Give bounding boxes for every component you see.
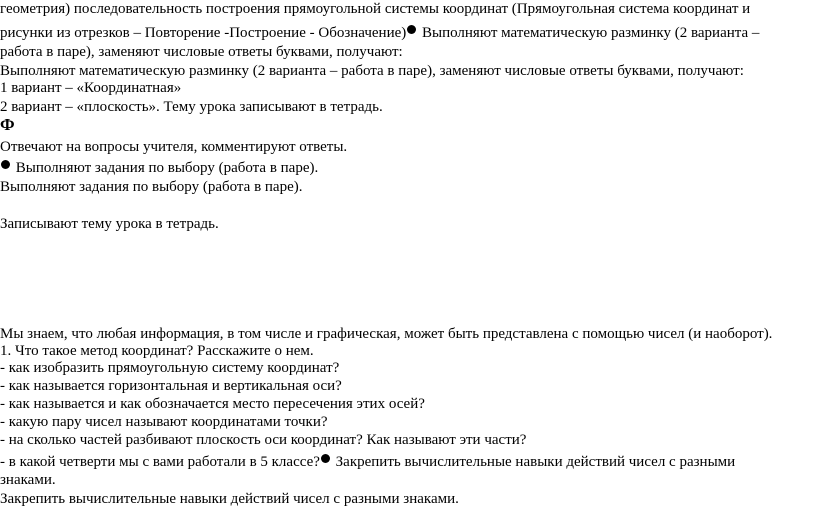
text-line-9-text: Выполняют задания по выбору (работа в паре).: [12, 160, 319, 176]
bullet-icon: [321, 454, 330, 463]
text-line-2-part2: Выполняют математическую разминку (2 варианта –: [418, 25, 760, 41]
text-line-19: [0, 453, 735, 471]
bullet-icon: [1, 160, 10, 169]
text-line-2: [0, 24, 759, 42]
text-line-13: 1. Что такое метод координат? Расскажите о нем.: [0, 343, 314, 359]
section-letter: Ф: [0, 115, 15, 134]
text-line-11: Записывают тему урока в тетрадь.: [0, 216, 219, 232]
text-line-9: [0, 159, 318, 177]
text-line-1: геометрия) последовательность построения прямоугольной системы координат (Прямоугольная система координат и: [0, 1, 751, 17]
text-line-6: 2 вариант – «плоскость». Тему урока записывают в тетрадь.: [0, 99, 383, 115]
text-line-5: 1 вариант – «Координатная»: [0, 80, 182, 96]
text-line-10: Выполняют задания по выбору (работа в паре).: [0, 179, 303, 195]
text-line-16: - как называется и как обозначается место пересечения этих осей?: [0, 396, 425, 412]
text-line-18: - на сколько частей разбивают плоскость оси координат? Как называют эти части?: [0, 432, 527, 448]
text-line-15: - как называется горизонтальная и вертикальная оси?: [0, 378, 342, 394]
text-line-14: - как изобразить прямоугольную систему координат?: [0, 360, 340, 376]
text-line-3: работа в паре), заменяют числовые ответы буквами, получают:: [0, 44, 403, 60]
text-line-2-part1: рисунки из отрезков – Повторение -Построение - Обозначение): [0, 25, 407, 41]
text-line-8: Отвечают на вопросы учителя, комментируют ответы.: [0, 139, 348, 155]
text-line-12: Мы знаем, что любая информация, в том числе и графическая, может быть представлена с помощью чисел (и наоборот).: [0, 326, 773, 342]
text-line-19-part2: Закрепить вычислительные навыки действий чисел с разными: [331, 454, 736, 470]
text-line-20: знаками.: [0, 472, 56, 488]
text-line-19-part1: - в какой четверти мы с вами работали в 5 классе?: [0, 454, 320, 470]
text-line-17: - какую пару чисел называют координатами точки?: [0, 414, 328, 430]
bullet-icon: [407, 25, 416, 34]
text-line-21: Закрепить вычислительные навыки действий чисел с разными знаками.: [0, 491, 459, 507]
text-line-4: Выполняют математическую разминку (2 варианта – работа в паре), заменяют числовые ответы буквами, получают:: [0, 63, 744, 79]
